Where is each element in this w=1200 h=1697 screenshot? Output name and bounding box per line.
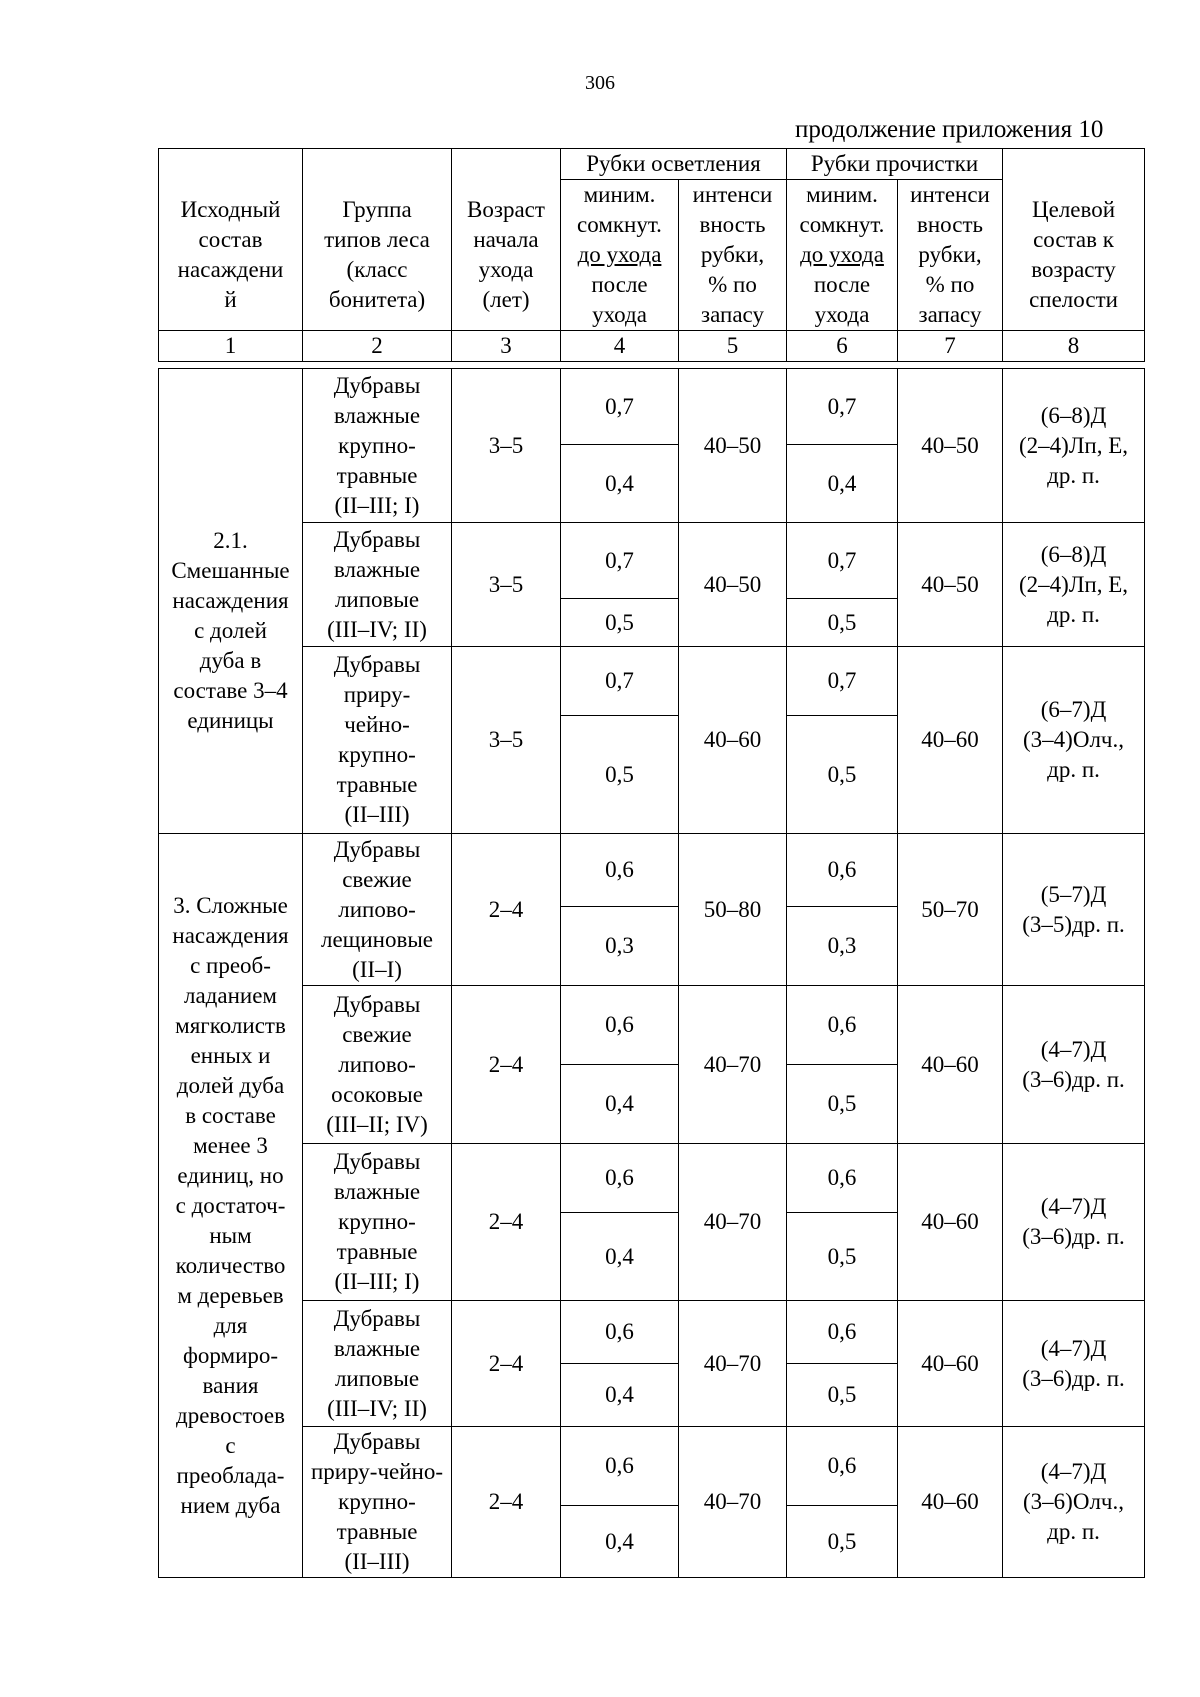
clearing-before-cell: 0,7: [561, 369, 679, 445]
text-line: липовые: [334, 1365, 420, 1391]
cleaning-before-cell: 0,7: [787, 369, 898, 445]
text-line: (6–7)Д: [1040, 697, 1107, 722]
cleaning-before-cell: 0,6: [787, 1144, 898, 1213]
text-line: составе 3–4: [173, 678, 288, 703]
clearing-after-cell: 0,4: [561, 1065, 679, 1144]
table-row: [159, 986, 1145, 1065]
text-line: (II–III): [344, 1549, 410, 1574]
text-line: влажные: [333, 402, 421, 428]
column-number: 4: [561, 331, 679, 362]
target-composition-cell: [1003, 1301, 1145, 1427]
text-line: с долей: [194, 618, 267, 643]
cleaning-intensity-cell: 40–50: [898, 523, 1003, 647]
column-number: 7: [898, 331, 1003, 362]
start-age-cell: 3–5: [452, 523, 561, 647]
target-composition-cell: [1003, 1144, 1145, 1301]
text-line: чейно-: [344, 712, 410, 737]
text-line: с: [225, 1432, 236, 1458]
text-line: (3–5)др. п.: [1022, 911, 1125, 937]
text-line: возрасту: [1031, 256, 1116, 282]
text-line: запасу: [918, 302, 982, 327]
start-age-cell: 2–4: [452, 1144, 561, 1301]
text-line: травные: [336, 1519, 418, 1544]
header-forest-type-group: [303, 149, 452, 331]
table-row: [159, 523, 1145, 599]
text-line: (3–4)Олч.,: [1023, 727, 1124, 752]
start-age-cell: 2–4: [452, 1301, 561, 1427]
page-number: 306: [585, 72, 615, 94]
text-line: Дубравы: [333, 526, 421, 552]
forest-type-cell: [303, 986, 452, 1144]
text-line: формиро-: [182, 1342, 279, 1368]
text-line: мягколиств: [175, 1012, 286, 1038]
clearing-before-cell: 0,6: [561, 1144, 679, 1213]
text-line: Исходный: [180, 196, 281, 222]
clearing-before-cell: 0,6: [561, 1427, 679, 1506]
continuation-label: продолжение приложения 10: [795, 116, 1104, 143]
clearing-intensity-cell: 40–70: [679, 1427, 787, 1578]
text-line: Смешанные: [171, 558, 290, 583]
text-line: 3. Сложные: [173, 892, 288, 918]
cleaning-intensity-cell: 40–60: [898, 1301, 1003, 1427]
start-age-cell: 2–4: [452, 986, 561, 1144]
text-line: приру-чейно-: [310, 1459, 444, 1484]
text-line: крупно-: [338, 1209, 416, 1234]
text-line: миним.: [806, 182, 878, 207]
text-line: с преоб-: [190, 952, 271, 978]
text-line: рубки,: [918, 242, 982, 267]
header-clearing-cuts: Рубки осветления: [561, 149, 787, 180]
text-line: крупно-: [338, 432, 416, 458]
text-line: (II–III; I): [334, 1269, 420, 1294]
column-number-row: [159, 331, 1145, 362]
clearing-after-cell: 0,4: [561, 1213, 679, 1301]
text-line: менее 3: [193, 1132, 268, 1158]
start-age-cell: 2–4: [452, 1427, 561, 1578]
after-care-label: [562, 270, 677, 330]
column-number: 8: [1003, 331, 1145, 362]
table-row: [159, 1144, 1145, 1213]
text-line: (класс: [346, 256, 408, 282]
text-line: (II–I): [352, 956, 402, 982]
text-line: Дубравы: [333, 991, 421, 1017]
cleaning-after-cell: 0,5: [787, 1213, 898, 1301]
text-line: нием дуба: [180, 1492, 281, 1518]
before-care-label: до ухода: [800, 242, 884, 267]
forest-type-cell: [303, 1144, 452, 1301]
text-line: др. п.: [1047, 601, 1100, 627]
text-line: рубки,: [700, 242, 765, 267]
cleaning-before-cell: 0,6: [787, 1301, 898, 1364]
text-line: (2–4)Лп, Е,: [1019, 571, 1129, 597]
text-line: травные: [336, 772, 418, 797]
text-line: (3–6)Олч.,: [1023, 1489, 1124, 1514]
text-line: сомкнут.: [577, 212, 662, 237]
text-line: м деревьев: [177, 1282, 284, 1308]
text-line: состав к: [1033, 226, 1114, 252]
text-line: спелости: [1029, 286, 1118, 312]
column-number: 5: [679, 331, 787, 362]
text-line: др. п.: [1047, 462, 1100, 488]
text-line: вность: [917, 212, 983, 237]
text-line: древостоев: [176, 1402, 285, 1428]
table-row: [159, 1427, 1145, 1506]
cleaning-intensity-cell: 40–50: [898, 369, 1003, 523]
text-line: интенси: [692, 182, 773, 207]
text-line: (3–6)др. п.: [1022, 1365, 1125, 1391]
text-line: % по: [708, 272, 757, 297]
text-line: (III–IV; II): [327, 616, 427, 642]
cleaning-intensity-cell: 40–60: [898, 986, 1003, 1144]
target-composition-cell: [1003, 647, 1145, 834]
text-line: типов леса: [324, 226, 430, 252]
cleaning-before-cell: 0,6: [787, 834, 898, 907]
text-line: (II–III): [344, 802, 410, 827]
cleaning-after-cell: 0,5: [787, 716, 898, 834]
clearing-intensity-cell: 40–70: [679, 1301, 787, 1427]
clearing-after-cell: 0,5: [561, 599, 679, 647]
min-closure-label: [788, 180, 896, 240]
text-line: единицы: [187, 708, 274, 733]
text-line: сомкнут.: [799, 212, 885, 237]
header-intensity-cleaning: [898, 180, 1003, 331]
after-care-label: [788, 270, 896, 330]
column-number: 2: [303, 331, 452, 362]
forest-type-cell: [303, 523, 452, 647]
clearing-before-cell: 0,6: [561, 986, 679, 1065]
header-target-composition: [1003, 149, 1145, 331]
header-min-closure-cleaning: [787, 180, 898, 331]
start-age-cell: 2–4: [452, 834, 561, 986]
text-line: после: [591, 272, 648, 297]
header-cleaning-cuts: Рубки прочистки: [787, 149, 1003, 180]
text-line: Дубравы: [333, 836, 421, 862]
group-label: [159, 369, 303, 834]
clearing-intensity-cell: 40–50: [679, 523, 787, 647]
text-line: бонитета): [328, 286, 426, 312]
clearing-intensity-cell: 40–60: [679, 647, 787, 834]
text-line: (4–7)Д: [1040, 1459, 1107, 1484]
text-line: влажные: [333, 1335, 421, 1361]
text-line: начала: [473, 226, 539, 252]
text-line: (III–II; IV): [326, 1111, 428, 1137]
text-line: травные: [336, 1239, 418, 1264]
cleaning-after-cell: 0,5: [787, 1506, 898, 1578]
text-line: енных и: [190, 1042, 271, 1068]
column-number: 1: [159, 331, 303, 362]
text-line: Целевой: [1032, 196, 1116, 222]
text-line: (6–8)Д: [1040, 402, 1107, 428]
forest-type-cell: [303, 1427, 452, 1578]
text-line: ухода: [814, 302, 870, 327]
target-composition-cell: [1003, 834, 1145, 986]
text-line: долей дуба: [176, 1072, 285, 1098]
target-composition-cell: [1003, 369, 1145, 523]
text-line: (5–7)Д: [1040, 881, 1107, 907]
text-line: в составе: [185, 1102, 276, 1128]
header-start-age: [452, 149, 561, 331]
cleaning-intensity-cell: 50–70: [898, 834, 1003, 986]
cleaning-after-cell: 0,5: [787, 1065, 898, 1144]
forest-type-cell: [303, 647, 452, 834]
text-line: единиц, но: [177, 1162, 284, 1188]
text-line: (2–4)Лп, Е,: [1019, 432, 1129, 458]
text-line: вность: [699, 212, 766, 237]
text-line: насаждения: [172, 588, 289, 613]
header-row-1: [159, 149, 1145, 180]
text-line: % по: [925, 272, 975, 297]
separator: [159, 362, 1145, 369]
text-line: 2.1.: [213, 528, 248, 553]
clearing-after-cell: 0,5: [561, 716, 679, 834]
clearing-before-cell: 0,7: [561, 647, 679, 716]
text-line: Дубравы: [333, 1429, 421, 1454]
clearing-after-cell: 0,4: [561, 1506, 679, 1578]
text-line: осоковые: [331, 1081, 423, 1107]
text-line: насаждения: [172, 922, 289, 948]
text-line: й: [224, 286, 237, 312]
text-line: свежие: [342, 1021, 412, 1047]
text-line: свежие: [342, 866, 412, 892]
header-intensity-clearing: [679, 180, 787, 331]
text-line: приру-: [343, 682, 411, 707]
forest-type-cell: [303, 834, 452, 986]
table-row: [159, 1301, 1145, 1364]
table-row: [159, 369, 1145, 445]
cleaning-before-cell: 0,7: [787, 647, 898, 716]
cleaning-before-cell: 0,6: [787, 1427, 898, 1506]
text-line: для: [213, 1312, 248, 1338]
clearing-before-cell: 0,6: [561, 834, 679, 907]
text-line: Дубравы: [333, 1305, 421, 1331]
text-line: др. п.: [1047, 757, 1100, 782]
text-line: (3–6)др. п.: [1022, 1066, 1125, 1092]
text-line: (4–7)Д: [1040, 1335, 1107, 1361]
cleaning-after-cell: 0,4: [787, 445, 898, 523]
text-line: влажные: [333, 556, 421, 582]
separator-row: [159, 362, 1145, 369]
clearing-after-cell: 0,4: [561, 1364, 679, 1427]
group-label: [159, 834, 303, 1578]
header-initial-composition: [159, 149, 303, 331]
text-line: крупно-: [338, 1489, 416, 1514]
text-line: (лет): [482, 286, 530, 312]
cleaning-intensity-cell: 40–60: [898, 1427, 1003, 1578]
column-number: 6: [787, 331, 898, 362]
header-min-closure-clearing: [561, 180, 679, 331]
text-line: (II–III; I): [334, 492, 420, 518]
target-composition-cell: [1003, 523, 1145, 647]
forest-type-cell: [303, 369, 452, 523]
text-line: вания: [202, 1372, 259, 1398]
text-line: ухода: [478, 256, 534, 282]
cleaning-after-cell: 0,3: [787, 907, 898, 986]
text-line: дуба в: [199, 648, 262, 673]
min-closure-label: [562, 180, 677, 240]
text-line: влажные: [333, 1179, 421, 1204]
column-number: 3: [452, 331, 561, 362]
text-line: (6–8)Д: [1040, 541, 1107, 567]
cleaning-after-cell: 0,5: [787, 599, 898, 647]
text-line: липово-: [338, 896, 416, 922]
text-line: др. п.: [1047, 1519, 1100, 1544]
cleaning-before-cell: 0,7: [787, 523, 898, 599]
text-line: миним.: [583, 182, 656, 207]
text-line: липово-: [338, 1051, 416, 1077]
clearing-before-cell: 0,7: [561, 523, 679, 599]
clearing-intensity-cell: 40–70: [679, 1144, 787, 1301]
text-line: ным: [209, 1222, 252, 1248]
text-line: Дубравы: [333, 1149, 421, 1174]
text-line: Возраст: [467, 196, 545, 222]
text-line: липовые: [334, 586, 420, 612]
clearing-before-cell: 0,6: [561, 1301, 679, 1364]
text-line: травные: [336, 462, 418, 488]
cleaning-before-cell: 0,6: [787, 986, 898, 1065]
text-line: насаждени: [177, 256, 284, 282]
text-line: количество: [175, 1252, 286, 1278]
cleaning-intensity-cell: 40–60: [898, 1144, 1003, 1301]
cleaning-after-cell: 0,5: [787, 1364, 898, 1427]
text-line: Дубравы: [333, 372, 421, 398]
text-line: крупно-: [338, 742, 416, 767]
clearing-intensity-cell: 40–50: [679, 369, 787, 523]
target-composition-cell: [1003, 1427, 1145, 1578]
text-line: с достаточ-: [175, 1192, 286, 1218]
clearing-intensity-cell: 40–70: [679, 986, 787, 1144]
text-line: после: [813, 272, 871, 297]
target-composition-cell: [1003, 986, 1145, 1144]
forest-type-cell: [303, 1301, 452, 1427]
text-line: (3–6)др. п.: [1022, 1224, 1125, 1249]
text-line: Группа: [342, 196, 412, 222]
cleaning-intensity-cell: 40–60: [898, 647, 1003, 834]
forest-care-table: [158, 148, 1145, 1578]
start-age-cell: 3–5: [452, 369, 561, 523]
clearing-intensity-cell: 50–80: [679, 834, 787, 986]
before-care-label: до ухода: [577, 242, 662, 267]
text-line: преоблада-: [176, 1462, 285, 1488]
text-line: интенси: [910, 182, 990, 207]
table-row: [159, 834, 1145, 907]
text-line: (4–7)Д: [1040, 1036, 1107, 1062]
text-line: лещиновые: [320, 926, 434, 952]
text-line: (III–IV; II): [327, 1395, 427, 1421]
start-age-cell: 3–5: [452, 647, 561, 834]
table-row: [159, 647, 1145, 716]
text-line: (4–7)Д: [1040, 1194, 1107, 1219]
text-line: Дубравы: [333, 652, 421, 677]
clearing-after-cell: 0,4: [561, 445, 679, 523]
text-line: ладанием: [184, 982, 277, 1008]
text-line: ухода: [592, 302, 647, 327]
text-line: состав: [198, 226, 263, 252]
clearing-after-cell: 0,3: [561, 907, 679, 986]
text-line: запасу: [701, 302, 764, 327]
